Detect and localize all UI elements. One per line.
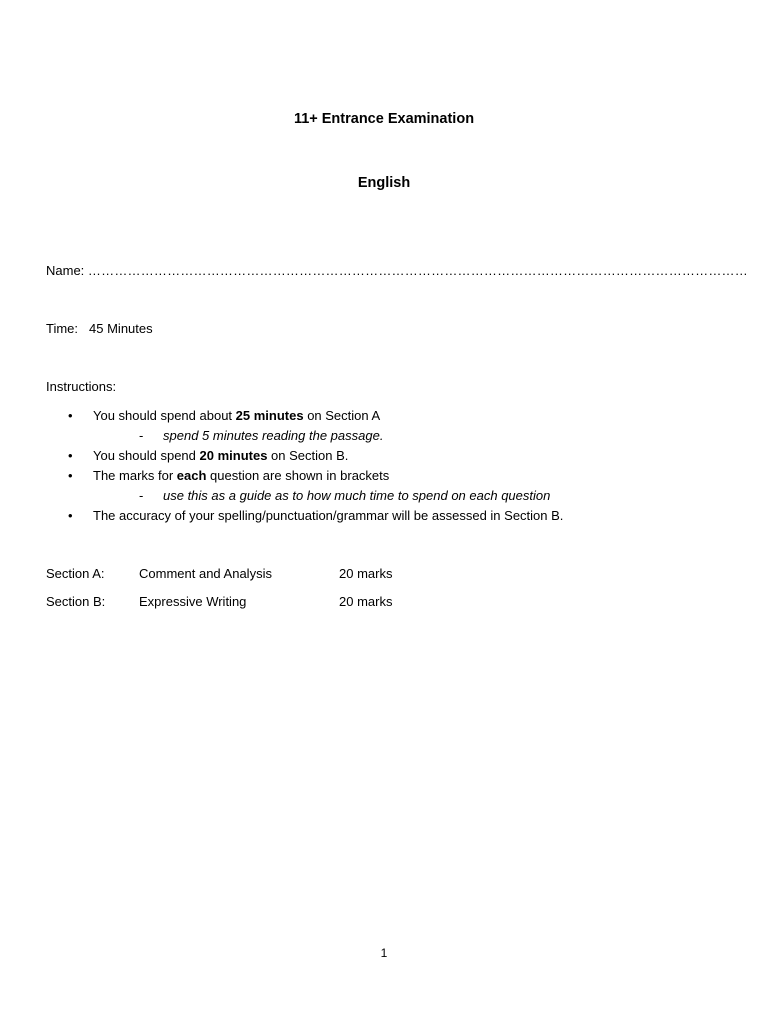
dash-icon: - bbox=[139, 428, 144, 443]
instruction-text-bold: 20 minutes bbox=[199, 448, 268, 463]
instruction-text bbox=[93, 448, 348, 463]
instruction-text-bold: 25 minutes bbox=[235, 408, 304, 423]
section-label: Section A: bbox=[46, 566, 105, 581]
time-label: Time: bbox=[46, 321, 79, 336]
instruction-text-post: question are shown in brackets bbox=[206, 468, 390, 483]
instruction-text-pre: The marks for bbox=[93, 468, 177, 483]
instruction-text bbox=[93, 468, 389, 483]
instruction-text: The accuracy of your spelling/punctuation/grammar will be assessed in Section B. bbox=[93, 508, 564, 523]
section-name: Comment and Analysis bbox=[139, 566, 272, 581]
instruction-text-post: on Section B. bbox=[267, 448, 349, 463]
exam-subject: English bbox=[357, 175, 411, 191]
bullet-icon: • bbox=[68, 468, 73, 483]
bullet-icon: • bbox=[68, 448, 73, 463]
instruction-text-pre: You should spend bbox=[93, 448, 200, 463]
section-marks: 20 marks bbox=[339, 566, 393, 581]
name-fill-line: …………………………………………………………………………………………………………………………………… bbox=[87, 263, 748, 278]
instruction-text-bold: each bbox=[176, 468, 207, 483]
section-name: Expressive Writing bbox=[139, 594, 247, 609]
instruction-text-post: on Section A bbox=[303, 408, 381, 423]
instruction-subtext: use this as a guide as to how much time to spend on each question bbox=[163, 488, 551, 503]
time-value: 45 Minutes bbox=[89, 321, 153, 336]
page-number: 1 bbox=[380, 946, 388, 960]
name-label: Name: bbox=[46, 263, 85, 278]
dash-icon: - bbox=[139, 488, 144, 503]
section-marks: 20 marks bbox=[339, 594, 393, 609]
time-row bbox=[46, 321, 153, 336]
instruction-text-pre: You should spend about bbox=[93, 408, 236, 423]
name-row bbox=[46, 263, 748, 278]
instruction-text bbox=[93, 408, 380, 423]
bullet-icon: • bbox=[68, 508, 73, 523]
instructions-heading: Instructions: bbox=[46, 379, 117, 394]
exam-title: 11+ Entrance Examination bbox=[293, 111, 475, 127]
bullet-icon: • bbox=[68, 408, 73, 423]
instruction-subtext: spend 5 minutes reading the passage. bbox=[163, 428, 384, 443]
section-label: Section B: bbox=[46, 594, 106, 609]
